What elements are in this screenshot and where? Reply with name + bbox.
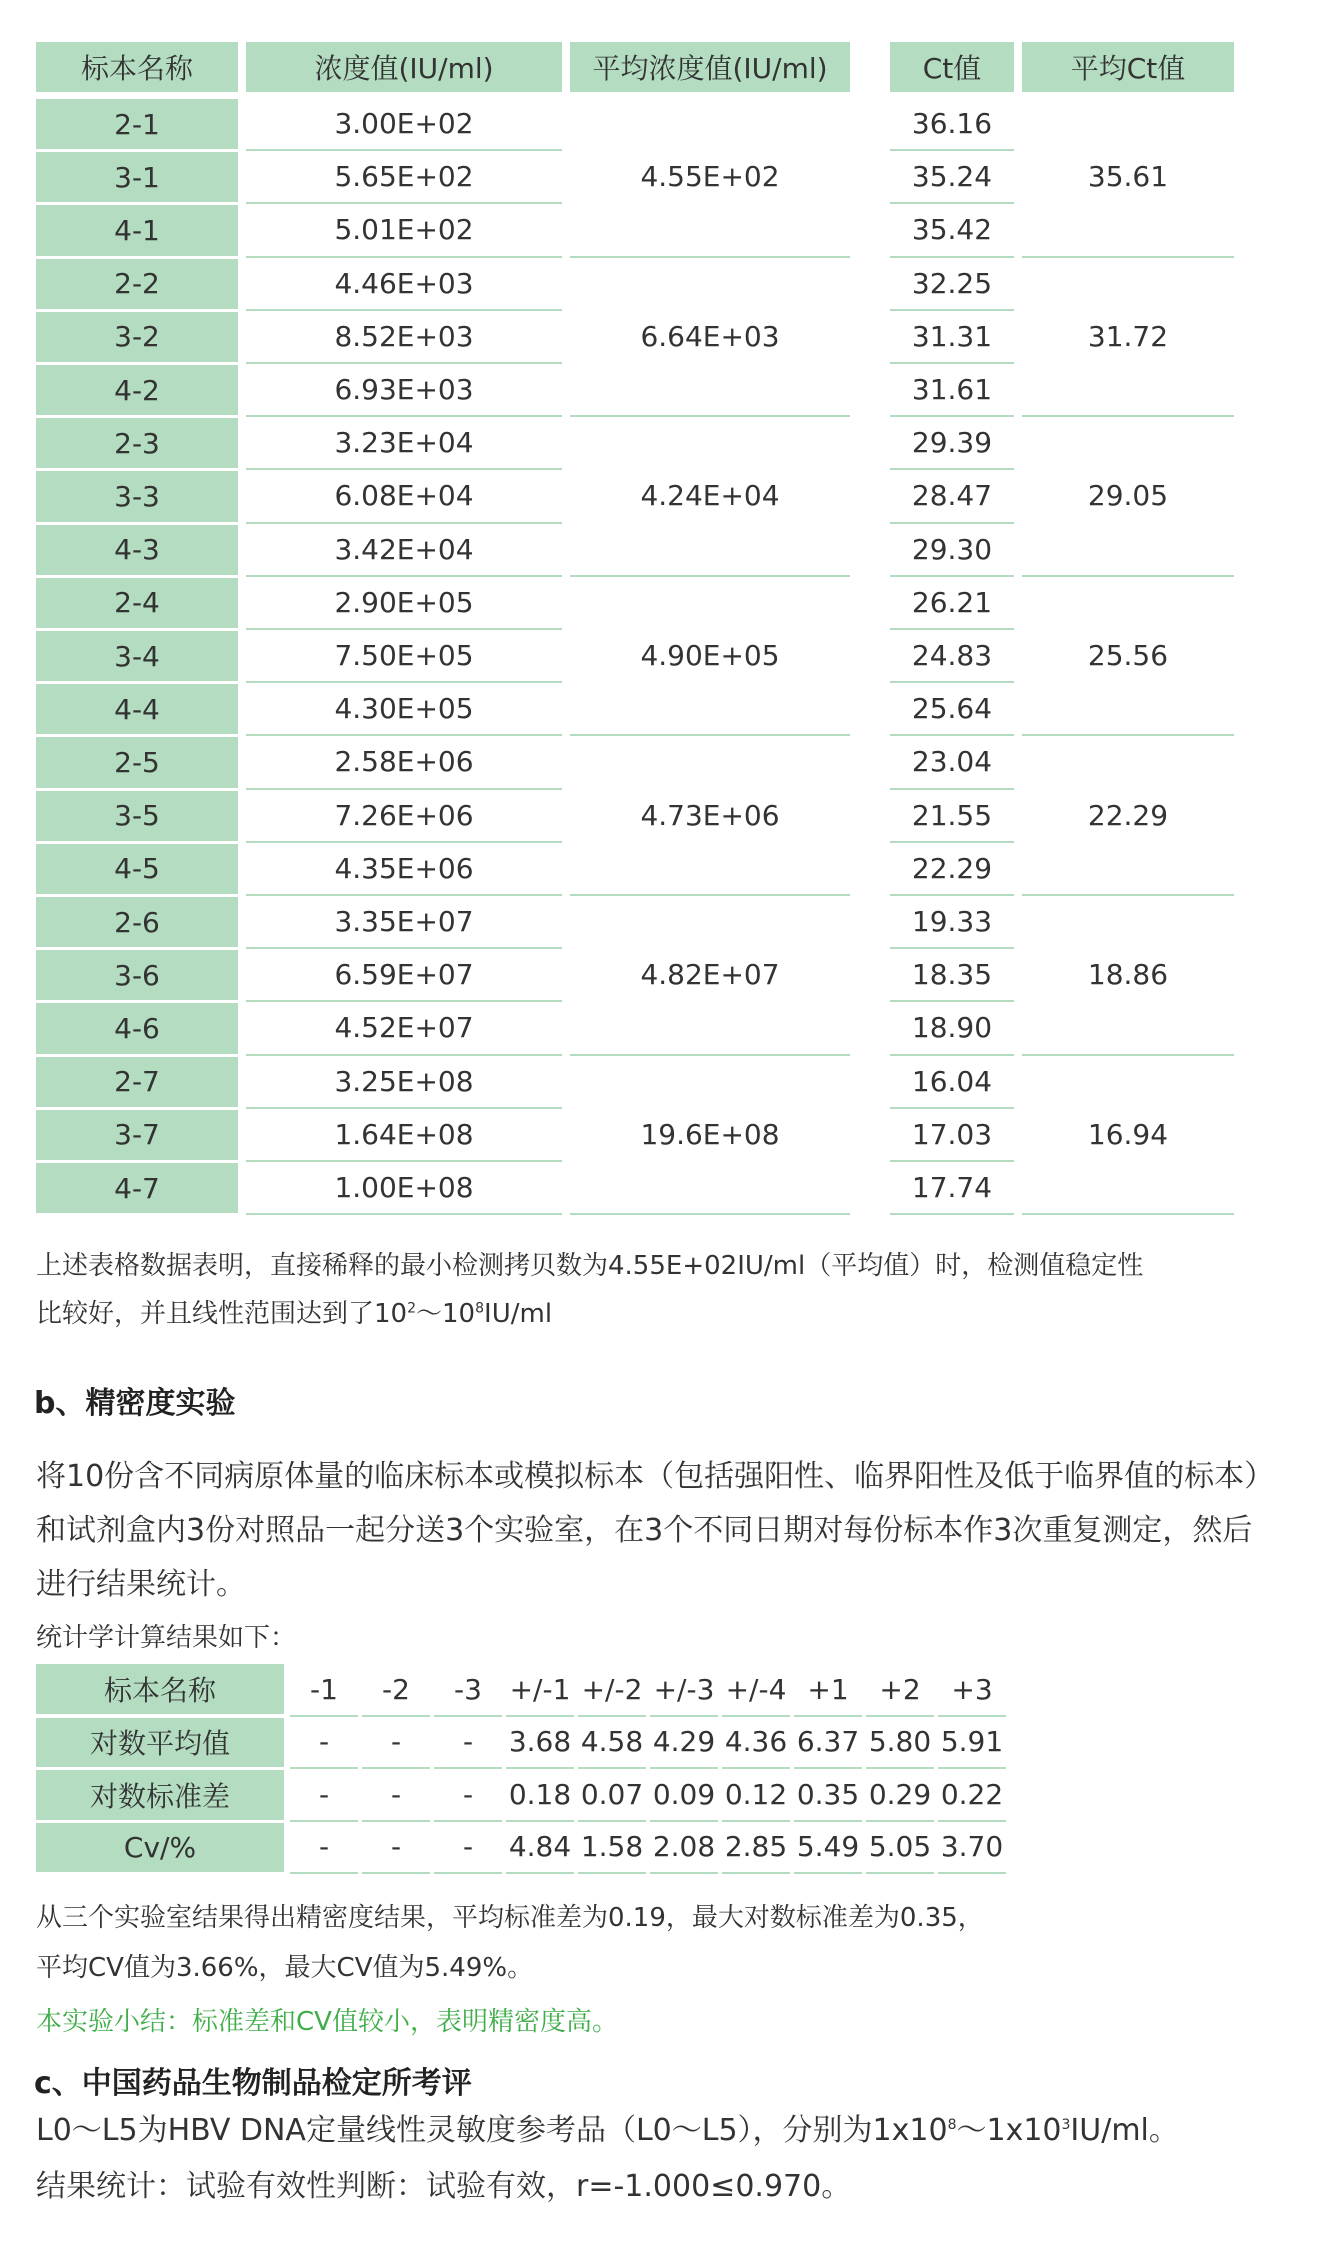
sample-name-cell: 3-7 [36,1110,238,1160]
table2-value-cell: 0.12 [722,1769,790,1822]
sample-name-cell: 3-2 [36,312,238,362]
conclusion-text: 本实验小结：标准差和CV值较小，表明精密度高。 [36,2007,618,2037]
concentration-cell: 4.30E+05 [246,683,562,736]
table2-value-cell: 0.29 [866,1769,934,1822]
header-avg-ct: 平均Ct值 [1022,42,1234,92]
table2-value-cell: - [290,1822,358,1875]
concentration-cell: 4.52E+07 [246,1002,562,1055]
sample-name-cell: 3-6 [36,950,238,1000]
concentration-cell: 5.65E+02 [246,151,562,204]
section-c-line-1: L0～L5为HBV DNA定量线性灵敏度参考品（L0～L5），分别为$1x10^8\sim 1x10^3IU/ml$。 [36,2113,1179,2148]
section-c-title: c、中国药品生物制品检定所考评 [34,2066,472,2101]
table2-header-col: +1 [794,1664,862,1717]
table2-value-cell: 5.49 [794,1822,862,1875]
table2-value-cell: 1.58 [578,1822,646,1875]
table2-value-cell: 3.70 [938,1822,1006,1875]
concentration-cell: 3.23E+04 [246,417,562,470]
table2-header-col: +/-3 [650,1664,718,1717]
table2-value-cell: 3.68 [506,1717,574,1770]
avg-ct-cell: 18.86 [1022,896,1234,1056]
avg-concentration-cell: 4.55E+02 [570,98,850,258]
sample-name-cell: 3-4 [36,631,238,681]
section-c-line-2: 结果统计：试验有效性判断：试验有效，r=-1.000≤0.970。 [36,2169,852,2204]
table2-value-cell: 4.84 [506,1822,574,1875]
sample-name-cell: 2-3 [36,418,238,468]
table2-value-cell: 5.91 [938,1717,1006,1770]
avg-concentration-cell: 4.90E+05 [570,577,850,737]
ct-cell: 31.61 [890,364,1014,417]
summary-line-2: 比较好，并且线性范围达到了$10^2\sim 10^8IU/ml$ [36,1299,553,1329]
ct-cell: 21.55 [890,790,1014,843]
table2-row-label: 对数平均值 [36,1718,284,1768]
sample-name-cell: 2-2 [36,259,238,309]
avg-ct-cell: 22.29 [1022,736,1234,896]
table2-header-col: -1 [290,1664,358,1717]
ct-cell: 32.25 [890,258,1014,311]
table2-header-col: +3 [938,1664,1006,1717]
concentration-cell: 1.00E+08 [246,1162,562,1215]
ct-cell: 35.42 [890,204,1014,257]
table2-value-cell: 0.35 [794,1769,862,1822]
table2-header-col: +/-4 [722,1664,790,1717]
table2-value-cell: 0.22 [938,1769,1006,1822]
concentration-cell: 1.64E+08 [246,1109,562,1162]
avg-ct-cell: 29.05 [1022,417,1234,577]
table2-value-cell: - [362,1822,430,1875]
sample-name-cell: 3-5 [36,791,238,841]
table2-value-cell: 5.05 [866,1822,934,1875]
ct-cell: 26.21 [890,577,1014,630]
sample-name-cell: 2-6 [36,897,238,947]
table2-value-cell: 2.08 [650,1822,718,1875]
concentration-cell: 6.93E+03 [246,364,562,417]
concentration-cell: 3.35E+07 [246,896,562,949]
ct-cell: 22.29 [890,843,1014,896]
section-b-para-3: 进行结果统计。 [36,1567,246,1602]
table2-header-col: +/-1 [506,1664,574,1717]
ct-cell: 35.24 [890,151,1014,204]
table2-value-cell: - [362,1717,430,1770]
ct-cell: 19.33 [890,896,1014,949]
table2-row-label: 对数标准差 [36,1770,284,1820]
sample-name-cell: 4-6 [36,1003,238,1053]
section-b-title: b、精密度实验 [34,1386,236,1421]
avg-ct-cell: 35.61 [1022,98,1234,258]
sample-name-cell: 4-7 [36,1163,238,1213]
concentration-cell: 6.08E+04 [246,470,562,523]
concentration-cell: 3.25E+08 [246,1056,562,1109]
table2-value-cell: 4.29 [650,1717,718,1770]
concentration-cell: 3.42E+04 [246,524,562,577]
table2-value-cell: - [434,1822,502,1875]
ct-cell: 23.04 [890,736,1014,789]
avg-concentration-cell: 6.64E+03 [570,258,850,418]
table2-value-cell: 2.85 [722,1822,790,1875]
table2-header-col: -2 [362,1664,430,1717]
ct-cell: 25.64 [890,683,1014,736]
table2-value-cell: 0.07 [578,1769,646,1822]
table2-row-label: Cv/% [36,1823,284,1873]
section-b-para-2: 和试剂盒内3份对照品一起分送3个实验室，在3个不同日期对每份标本作3次重复测定，然后 [36,1513,1253,1548]
sample-name-cell: 3-3 [36,471,238,521]
sample-name-cell: 2-7 [36,1057,238,1107]
ct-cell: 31.31 [890,311,1014,364]
concentration-cell: 2.90E+05 [246,577,562,630]
summary2-line-1: 从三个实验室结果得出精密度结果，平均标准差为0.19，最大对数标准差为0.35， [36,1903,984,1933]
ct-cell: 17.74 [890,1162,1014,1215]
avg-concentration-cell: 19.6E+08 [570,1056,850,1216]
table2-value-cell: - [434,1769,502,1822]
concentration-cell: 6.59E+07 [246,949,562,1002]
avg-concentration-cell: 4.24E+04 [570,417,850,577]
table2-value-cell: 5.80 [866,1717,934,1770]
concentration-cell: 8.52E+03 [246,311,562,364]
table2-value-cell: 0.09 [650,1769,718,1822]
table2-header-col: +/-2 [578,1664,646,1717]
avg-ct-cell: 31.72 [1022,258,1234,418]
header-ct: Ct值 [890,42,1014,92]
ct-cell: 18.90 [890,1002,1014,1055]
ct-cell: 28.47 [890,470,1014,523]
sample-name-cell: 4-1 [36,205,238,255]
table2-value-cell: - [434,1717,502,1770]
concentration-cell: 7.26E+06 [246,790,562,843]
sample-name-cell: 4-5 [36,844,238,894]
concentration-cell: 7.50E+05 [246,630,562,683]
table2-header-col: +2 [866,1664,934,1717]
concentration-cell: 2.58E+06 [246,736,562,789]
ct-cell: 36.16 [890,98,1014,151]
ct-cell: 29.30 [890,524,1014,577]
avg-concentration-cell: 4.73E+06 [570,736,850,896]
table2-value-cell: - [290,1717,358,1770]
avg-ct-cell: 16.94 [1022,1056,1234,1216]
table2-value-cell: 4.36 [722,1717,790,1770]
concentration-cell: 4.46E+03 [246,258,562,311]
ct-cell: 16.04 [890,1056,1014,1109]
section-b-para-1: 将10份含不同病原体量的临床标本或模拟标本（包括强阳性、临界阳性及低于临界值的标本） [36,1459,1275,1494]
header-concentration: 浓度值(IU/ml) [246,42,562,92]
sample-name-cell: 3-1 [36,152,238,202]
sample-name-cell: 2-5 [36,737,238,787]
sample-name-cell: 2-4 [36,578,238,628]
table2-value-cell: 6.37 [794,1717,862,1770]
header-sample-name: 标本名称 [36,42,238,92]
avg-concentration-cell: 4.82E+07 [570,896,850,1056]
ct-cell: 29.39 [890,417,1014,470]
concentration-cell: 5.01E+02 [246,204,562,257]
header-avg-concentration: 平均浓度值(IU/ml) [570,42,850,92]
sample-name-cell: 4-3 [36,525,238,575]
table2-value-cell: 0.18 [506,1769,574,1822]
concentration-cell: 4.35E+06 [246,843,562,896]
summary-line-1: 上述表格数据表明，直接稀释的最小检测拷贝数为4.55E+02IU/ml（平均值）时，检测值稳定性 [36,1251,1144,1281]
table2-header-sample-name: 标本名称 [36,1664,284,1714]
table2-value-cell: - [290,1769,358,1822]
ct-cell: 18.35 [890,949,1014,1002]
table2-value-cell: - [362,1769,430,1822]
table2-header-col: -3 [434,1664,502,1717]
ct-cell: 24.83 [890,630,1014,683]
sample-name-cell: 4-4 [36,684,238,734]
sample-name-cell: 2-1 [36,99,238,149]
avg-ct-cell: 25.56 [1022,577,1234,737]
concentration-cell: 3.00E+02 [246,98,562,151]
summary2-line-2: 平均CV值为3.66%，最大CV值为5.49%。 [36,1953,534,1983]
ct-cell: 17.03 [890,1109,1014,1162]
calc-label: 统计学计算结果如下： [36,1623,297,1653]
table2-value-cell: 4.58 [578,1717,646,1770]
sample-name-cell: 4-2 [36,365,238,415]
